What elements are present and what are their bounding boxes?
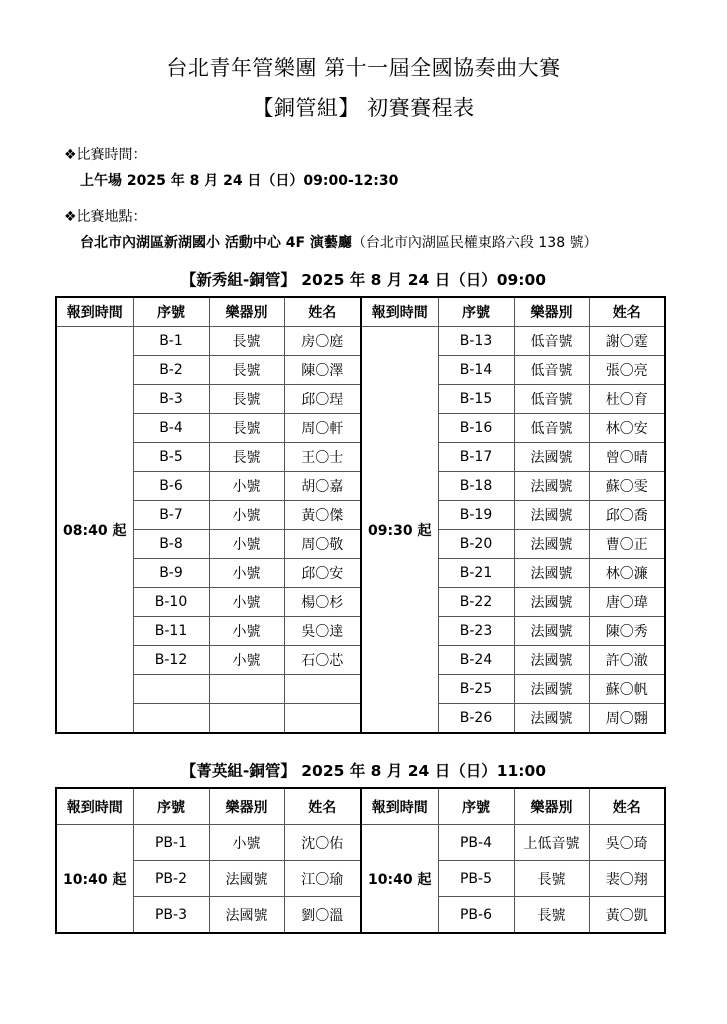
table-row — [56, 704, 665, 734]
rookie-schedule-table — [55, 296, 666, 734]
table-row — [56, 646, 665, 675]
entry-instrument: 小號 — [209, 825, 284, 861]
entry-name: 林〇安 — [589, 414, 665, 443]
entry-number: B-18 — [438, 472, 514, 501]
entry-instrument: 法國號 — [514, 675, 589, 704]
entry-instrument: 法國號 — [514, 443, 589, 472]
place-value — [80, 232, 598, 252]
entry-number: B-19 — [438, 501, 514, 530]
entry-number — [133, 675, 209, 704]
entry-instrument: 低音號 — [514, 356, 589, 385]
entry-name: 胡〇嘉 — [284, 472, 361, 501]
entry-number: B-9 — [133, 559, 209, 588]
table-row — [56, 861, 665, 897]
entry-name: 王〇士 — [284, 443, 361, 472]
entry-number: B-2 — [133, 356, 209, 385]
entry-number: B-4 — [133, 414, 209, 443]
header-number: 序號 — [133, 297, 209, 327]
entry-name: 劉〇溫 — [284, 897, 361, 934]
entry-number: PB-4 — [438, 825, 514, 861]
entry-number: PB-1 — [133, 825, 209, 861]
section-title-elite: 【菁英組-銅管】 2025 年 8 月 24 日（日）11:00 — [180, 762, 547, 780]
page-title: 台北青年管樂團 第十一屆全國協奏曲大賽 — [166, 56, 561, 80]
entry-number: PB-3 — [133, 897, 209, 934]
entry-name: 謝〇霆 — [589, 327, 665, 356]
entry-instrument: 法國號 — [514, 559, 589, 588]
entry-number: B-16 — [438, 414, 514, 443]
entry-number: B-14 — [438, 356, 514, 385]
entry-instrument: 法國號 — [514, 472, 589, 501]
table-row — [56, 443, 665, 472]
entry-number: B-5 — [133, 443, 209, 472]
entry-instrument: 低音號 — [514, 385, 589, 414]
time-value: 上午場 2025 年 8 月 24 日（日）09:00-12:30 — [80, 173, 399, 189]
entry-name: 石〇芯 — [284, 646, 361, 675]
entry-number: B-22 — [438, 588, 514, 617]
entry-name: 江〇瑜 — [284, 861, 361, 897]
table-row — [56, 675, 665, 704]
entry-instrument: 法國號 — [209, 861, 284, 897]
entry-number: B-12 — [133, 646, 209, 675]
entry-name: 黃〇凱 — [589, 897, 665, 934]
header-name: 姓名 — [589, 788, 665, 825]
entry-instrument — [209, 675, 284, 704]
entry-name: 陳〇秀 — [589, 617, 665, 646]
entry-number: B-24 — [438, 646, 514, 675]
entry-instrument: 長號 — [209, 356, 284, 385]
entry-name: 唐〇瑋 — [589, 588, 665, 617]
entry-number: B-8 — [133, 530, 209, 559]
entry-instrument: 長號 — [514, 861, 589, 897]
entry-name: 吳〇琦 — [589, 825, 665, 861]
entry-number: B-25 — [438, 675, 514, 704]
entry-name: 蘇〇帆 — [589, 675, 665, 704]
entry-name: 裴〇翔 — [589, 861, 665, 897]
entry-instrument: 法國號 — [514, 501, 589, 530]
elite-schedule-table — [55, 787, 666, 934]
entry-instrument: 長號 — [209, 385, 284, 414]
entry-number: B-26 — [438, 704, 514, 734]
entry-name: 沈〇佑 — [284, 825, 361, 861]
table-row — [56, 617, 665, 646]
header-checkin: 報到時間 — [361, 297, 438, 327]
entry-number: PB-2 — [133, 861, 209, 897]
table-row — [56, 530, 665, 559]
header-number: 序號 — [438, 297, 514, 327]
entry-instrument: 小號 — [209, 530, 284, 559]
entry-number: B-1 — [133, 327, 209, 356]
table-header-row — [56, 297, 665, 327]
entry-number: B-23 — [438, 617, 514, 646]
header-checkin: 報到時間 — [56, 788, 133, 825]
entry-instrument: 小號 — [209, 588, 284, 617]
entry-instrument: 小號 — [209, 646, 284, 675]
page-subtitle: 【銅管組】 初賽賽程表 — [252, 96, 475, 120]
entry-instrument: 法國號 — [514, 588, 589, 617]
checkin-time: 10:40 起 — [56, 825, 133, 934]
header-instrument: 樂器別 — [514, 788, 589, 825]
entry-name: 許〇澈 — [589, 646, 665, 675]
entry-number: PB-5 — [438, 861, 514, 897]
entry-name: 邱〇珵 — [284, 385, 361, 414]
entry-instrument: 小號 — [209, 501, 284, 530]
entry-number — [133, 704, 209, 734]
entry-instrument: 法國號 — [209, 897, 284, 934]
entry-instrument: 法國號 — [514, 646, 589, 675]
entry-number: B-3 — [133, 385, 209, 414]
table-header-row — [56, 788, 665, 825]
header-instrument: 樂器別 — [514, 297, 589, 327]
entry-name: 曾〇晴 — [589, 443, 665, 472]
entry-name: 周〇軒 — [284, 414, 361, 443]
entry-instrument: 長號 — [209, 443, 284, 472]
entry-instrument: 上低音號 — [514, 825, 589, 861]
entry-number: B-11 — [133, 617, 209, 646]
entry-instrument: 低音號 — [514, 327, 589, 356]
entry-name: 蘇〇雯 — [589, 472, 665, 501]
entry-instrument: 小號 — [209, 472, 284, 501]
entry-instrument: 法國號 — [514, 704, 589, 734]
table-row — [56, 414, 665, 443]
entry-number: B-17 — [438, 443, 514, 472]
table-row — [56, 588, 665, 617]
header-name: 姓名 — [284, 297, 361, 327]
entry-name: 杜〇育 — [589, 385, 665, 414]
header-number: 序號 — [438, 788, 514, 825]
entry-number: B-6 — [133, 472, 209, 501]
entry-instrument — [209, 704, 284, 734]
entry-number: B-15 — [438, 385, 514, 414]
entry-name: 林〇濂 — [589, 559, 665, 588]
entry-instrument: 長號 — [209, 327, 284, 356]
header-number: 序號 — [133, 788, 209, 825]
entry-number: B-10 — [133, 588, 209, 617]
entry-name: 邱〇安 — [284, 559, 361, 588]
entry-name: 房〇庭 — [284, 327, 361, 356]
entry-number: B-20 — [438, 530, 514, 559]
entry-instrument: 長號 — [209, 414, 284, 443]
time-label: ❖比賽時間： — [64, 147, 147, 163]
entry-name: 吳〇達 — [284, 617, 361, 646]
table-row — [56, 559, 665, 588]
table-row — [56, 897, 665, 934]
entry-name: 周〇敬 — [284, 530, 361, 559]
header-instrument: 樂器別 — [209, 788, 284, 825]
header-instrument: 樂器別 — [209, 297, 284, 327]
place-label: ❖比賽地點： — [64, 209, 147, 225]
entry-name: 陳〇澤 — [284, 356, 361, 385]
entry-number: B-7 — [133, 501, 209, 530]
section-title-rookie: 【新秀組-銅管】 2025 年 8 月 24 日（日）09:00 — [180, 271, 547, 289]
table-row — [56, 327, 665, 356]
entry-name: 黃〇傑 — [284, 501, 361, 530]
table-row — [56, 825, 665, 861]
table-row — [56, 501, 665, 530]
entry-instrument: 長號 — [514, 897, 589, 934]
entry-number: PB-6 — [438, 897, 514, 934]
entry-instrument: 小號 — [209, 617, 284, 646]
entry-name: 曹〇正 — [589, 530, 665, 559]
header-checkin: 報到時間 — [56, 297, 133, 327]
entry-number: B-21 — [438, 559, 514, 588]
entry-instrument: 低音號 — [514, 414, 589, 443]
entry-number: B-13 — [438, 327, 514, 356]
venue-address: （台北市內湖區民權東路六段 138 號） — [351, 235, 598, 251]
checkin-time: 08:40 起 — [56, 327, 133, 734]
checkin-time: 09:30 起 — [361, 327, 438, 734]
table-row — [56, 472, 665, 501]
entry-instrument: 法國號 — [514, 530, 589, 559]
entry-name — [284, 704, 361, 734]
entry-name: 楊〇杉 — [284, 588, 361, 617]
header-name: 姓名 — [589, 297, 665, 327]
table-row — [56, 385, 665, 414]
entry-instrument: 小號 — [209, 559, 284, 588]
entry-name: 張〇亮 — [589, 356, 665, 385]
venue-name: 台北市內湖區新湖國小 活動中心 4F 演藝廳 — [80, 235, 352, 251]
entry-name: 周〇翾 — [589, 704, 665, 734]
header-checkin: 報到時間 — [361, 788, 438, 825]
table-row — [56, 356, 665, 385]
entry-name: 邱〇喬 — [589, 501, 665, 530]
checkin-time: 10:40 起 — [361, 825, 438, 934]
header-name: 姓名 — [284, 788, 361, 825]
entry-instrument: 法國號 — [514, 617, 589, 646]
entry-name — [284, 675, 361, 704]
